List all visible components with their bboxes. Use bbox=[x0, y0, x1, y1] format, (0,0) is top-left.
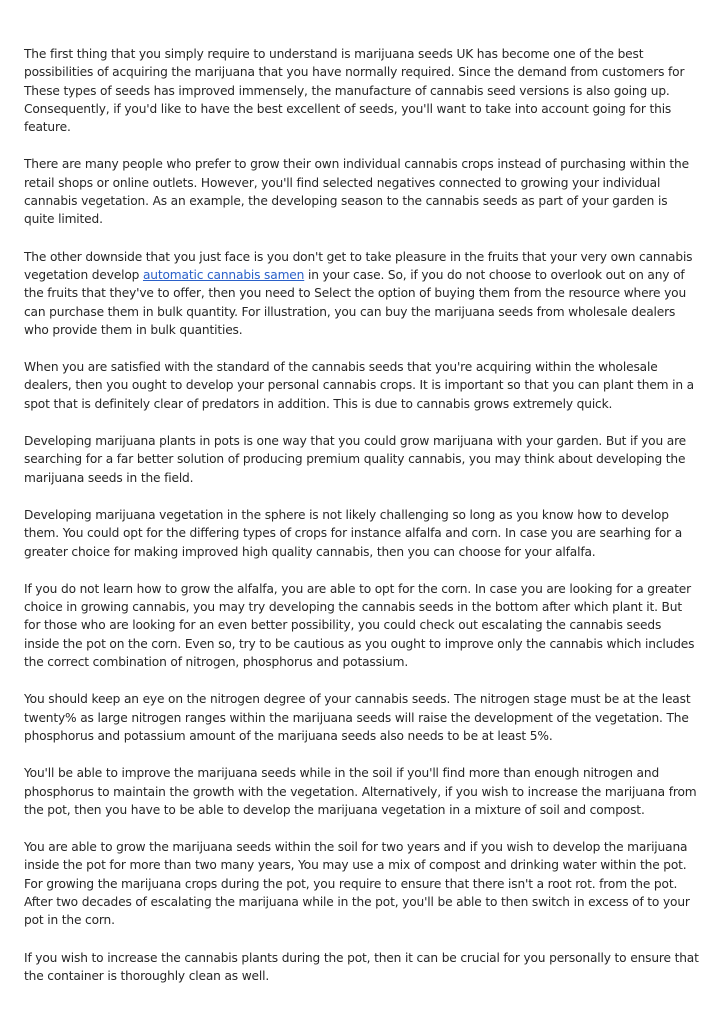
paragraph-10: You are able to grow the marijuana seeds within the soil for two years and if you wish to develop the marijuana inside the pot for more than two many years, You may use a mix of compost and drinking water within the pot. For growing the marijuana crops during the pot, you require to ensure that there isn't a root rot. from the pot. After two decades of escalating the marijuana while in the pot, you'll be able to then switch in excess of to your pot in the corn. bbox=[24, 840, 690, 928]
paragraph-9: You'll be able to improve the marijuana seeds while in the soil if you'll find more than enough nitrogen and phosphorus to maintain the growth with the vegetation. Alternatively, if you wish to increase the marijuana from the pot, then you have to be able to develop the marijuana vegetation in a mixture of soil and compost. bbox=[24, 766, 697, 817]
paragraph-4: When you are satisfied with the standard of the cannabis seeds that you're acquiring within the wholesale dealers, then you ought to develop your personal cannabis crops. It is important so that you can plant them in a spot that is definitely clear of predators in addition. This is due to cannabis grows extremely quick. bbox=[24, 360, 694, 411]
paragraph-6: Developing marijuana vegetation in the sphere is not likely challenging so long as you know how to develop them. You could opt for the differing types of crops for instance alfalfa and corn. In case you are searhing for a greater choice for making improved high quality cannabis, then you can choose for your alfalfa. bbox=[24, 507, 683, 559]
paragraph-2: There are many people who prefer to grow their own individual cannabis crops instead of purchasing within the retail shops or online outlets. However, you'll find selected negatives connected to growing your individual cannabis vegetation. As an example, the developing season to the cannabis seeds as part of your garden is quite limited. bbox=[24, 157, 689, 227]
paragraph-7: If you do not learn how to grow the alfalfa, you are able to opt for the corn. In case you are looking for a greater choice in growing cannabis, you may try developing the cannabis seeds in the bottom after which plant it. But for those who are looking for an even better possibility, you could check out escalating the cannabis seeds inside the pot on the corn. Even so, try to be cautious as you ought to improve only the cannabis which includes the correct combination of nitrogen, phosphorus and potassium. bbox=[24, 581, 695, 670]
paragraph-5: Developing marijuana plants in pots is one way that you could grow marijuana with your garden. But if you are searching for a far better solution of producing premium quality cannabis, you may think about developing the marijuana seeds in the field. bbox=[24, 434, 687, 485]
automatic-cannabis-samen-link[interactable]: automatic cannabis samen bbox=[142, 267, 305, 282]
paragraph-11: If you wish to increase the cannabis plants during the pot, then it can be crucial for you personally to ensure that the container is thoroughly clean as well. bbox=[24, 950, 699, 983]
paragraph-1: The first thing that you simply require to understand is marijuana seeds UK has become one of the best possibilities of acquiring the marijuana that you have normally required. Since the demand from customers for These types of seeds has improved immensely, the manufacture of cannabis seed versions is also going up. Consequently, if you'd like to have the best excellent of seeds, you'll want to take into account going for this feature. bbox=[24, 47, 685, 135]
paragraph-3-text-before-link: The other downside that you just face is you don't get to take pleasure in the fruits that your very own cannabis vegetation develop bbox=[24, 249, 693, 282]
document-body bbox=[24, 45, 700, 1004]
paragraph-8: You should keep an eye on the nitrogen degree of your cannabis seeds. The nitrogen stage must be at the least twenty% as large nitrogen ranges within the marijuana seeds will raise the development of the vegetation. The phosphorus and potassium amount of the marijuana seeds also needs to be at least 5%. bbox=[24, 692, 691, 743]
paragraph-3-text-after-link: in your case. So, if you do not choose to overlook out on any of the fruits that they've to offer, then you need to Select the option of buying them from the resource where you can purchase them in bulk quantity. For illustration, you can buy the marijuana seeds from wholesale dealers who provide them in bulk quantities. bbox=[24, 267, 687, 337]
paragraph-3 bbox=[24, 248, 700, 339]
